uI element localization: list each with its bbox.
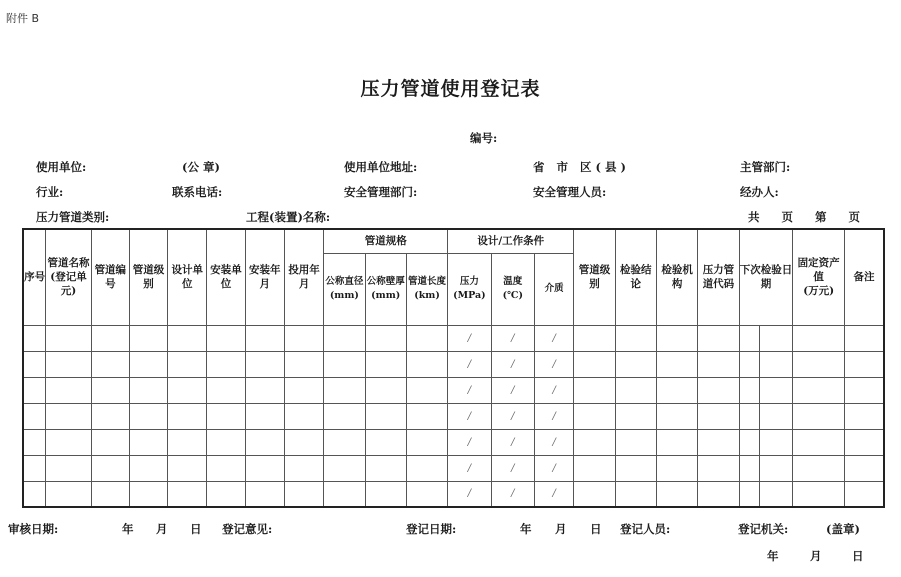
table-cell <box>656 455 697 481</box>
table-cell <box>91 351 129 377</box>
table-cell <box>615 455 656 481</box>
table-cell <box>91 429 129 455</box>
pipe-length-unit: (km) <box>414 290 440 301</box>
table-cell <box>406 429 447 455</box>
col-next-inspection-date: 下次检验日期 <box>739 229 793 325</box>
table-cell <box>760 429 793 455</box>
table-cell <box>698 351 739 377</box>
registrar-label: 登记人员: <box>620 522 671 536</box>
authority-month: 月 <box>810 549 822 563</box>
col-temperature <box>491 253 534 325</box>
col-medium: 介质 <box>535 253 574 325</box>
table-cell <box>406 455 447 481</box>
table-cell <box>46 351 91 377</box>
table-cell <box>23 481 46 507</box>
slash-mark: / <box>467 384 472 396</box>
nominal-diameter-unit: (mm) <box>329 290 359 301</box>
table-cell <box>245 377 284 403</box>
safety-person-label: 安全管理人员: <box>533 185 607 199</box>
table-cell <box>615 325 656 351</box>
table-cell <box>845 351 885 377</box>
table-cell <box>615 351 656 377</box>
reg-month: 月 <box>555 522 567 536</box>
review-day: 日 <box>190 522 202 536</box>
col-install-date: 安装年月 <box>245 229 284 325</box>
table-cell <box>23 325 46 351</box>
table-cell <box>448 481 491 507</box>
table-cell <box>365 481 406 507</box>
table-cell <box>656 377 697 403</box>
table-cell <box>23 455 46 481</box>
table-cell <box>324 351 365 377</box>
table-cell <box>845 377 885 403</box>
table-cell <box>23 403 46 429</box>
table-cell <box>168 351 207 377</box>
table-cell <box>491 351 534 377</box>
table-cell <box>406 325 447 351</box>
table-cell <box>760 481 793 507</box>
table-cell <box>574 377 615 403</box>
col-nominal-diameter <box>324 253 365 325</box>
table-cell <box>284 429 323 455</box>
slash-mark: / <box>552 436 556 448</box>
table-cell <box>574 351 615 377</box>
slash-mark: / <box>467 358 472 370</box>
col-pipe-length <box>406 253 447 325</box>
table-cell <box>23 351 46 377</box>
col-design-unit: 设计单位 <box>168 229 207 325</box>
table-row <box>23 481 884 507</box>
attachment-label: 附件 B <box>6 12 40 25</box>
phone-label: 联系电话: <box>172 185 223 199</box>
group-pipe-spec: 管道规格 <box>324 229 448 253</box>
table-cell <box>739 429 760 455</box>
table-cell <box>760 377 793 403</box>
table-cell <box>793 377 845 403</box>
table-cell <box>91 455 129 481</box>
table-cell <box>207 481 245 507</box>
table-cell <box>448 455 491 481</box>
serial-number-label: 编号: <box>470 131 498 145</box>
table-cell <box>739 325 760 351</box>
table-cell <box>535 377 574 403</box>
table-cell <box>365 351 406 377</box>
form-title: 压力管道使用登记表 <box>360 78 541 100</box>
registration-table <box>22 228 885 508</box>
table-cell <box>129 481 167 507</box>
table-cell <box>760 351 793 377</box>
table-cell <box>448 351 491 377</box>
nominal-wall-label: 公称壁厚 <box>366 276 405 287</box>
table-cell <box>129 429 167 455</box>
slash-mark: / <box>511 384 515 396</box>
table-cell <box>168 325 207 351</box>
table-cell <box>535 351 574 377</box>
authority-year: 年 <box>767 549 779 563</box>
province-city-district-label: 省 市 区(县) <box>533 160 630 174</box>
reg-authority-label: 登记机关: <box>738 522 789 536</box>
table-cell <box>845 403 885 429</box>
slash-mark: / <box>552 410 556 422</box>
table-cell <box>245 455 284 481</box>
col-pressure-pipe-code: 压力管道代码 <box>698 229 739 325</box>
fixed-asset-label: 固定资产值 <box>797 257 840 284</box>
col-pressure <box>448 253 491 325</box>
table-cell <box>324 429 365 455</box>
table-cell <box>448 377 491 403</box>
table-cell <box>284 455 323 481</box>
handler-label: 经办人: <box>740 185 779 199</box>
table-cell <box>324 403 365 429</box>
page-count-label: 共 页 第 页 <box>748 210 870 224</box>
slash-mark: / <box>511 488 515 500</box>
table-cell <box>739 455 760 481</box>
table-cell <box>46 481 91 507</box>
table-cell <box>207 429 245 455</box>
slash-mark: / <box>467 462 472 474</box>
table-cell <box>448 325 491 351</box>
table-cell <box>365 429 406 455</box>
table-cell <box>793 481 845 507</box>
table-cell <box>207 351 245 377</box>
temperature-unit: (℃) <box>502 290 523 301</box>
pressure-label: 压力 <box>459 276 479 287</box>
slash-mark: / <box>552 462 556 474</box>
table-cell <box>406 403 447 429</box>
table-cell <box>245 325 284 351</box>
table-cell <box>845 429 885 455</box>
table-cell <box>491 325 534 351</box>
nominal-wall-unit: (mm) <box>371 290 401 301</box>
col-pipe-name: 管道名称(登记单元) <box>46 229 91 325</box>
opinion-label: 登记意见: <box>222 522 273 536</box>
table-cell <box>793 325 845 351</box>
table-cell <box>535 481 574 507</box>
table-body <box>23 325 884 507</box>
table-cell <box>46 403 91 429</box>
col-install-unit: 安装单位 <box>207 229 245 325</box>
table-cell <box>129 377 167 403</box>
table-row <box>23 429 884 455</box>
table-cell <box>245 429 284 455</box>
slash-mark: / <box>511 462 515 474</box>
table-cell <box>739 403 760 429</box>
table-cell <box>23 429 46 455</box>
table-cell <box>284 351 323 377</box>
project-name-label: 工程(装置)名称: <box>246 210 331 224</box>
slash-mark: / <box>552 332 556 344</box>
pipe-category-label: 压力管道类别: <box>36 210 110 224</box>
table-cell <box>46 429 91 455</box>
table-cell <box>739 351 760 377</box>
table-cell <box>698 377 739 403</box>
table-cell <box>129 403 167 429</box>
table-cell <box>656 429 697 455</box>
table-cell <box>448 429 491 455</box>
table-cell <box>46 325 91 351</box>
col-pipe-grade: 管道级别 <box>129 229 167 325</box>
authority-day: 日 <box>852 549 864 563</box>
table-cell <box>168 377 207 403</box>
reg-date-label: 登记日期: <box>406 522 457 536</box>
group-design-conditions: 设计/工作条件 <box>448 229 574 253</box>
table-cell <box>284 325 323 351</box>
table-cell <box>168 429 207 455</box>
table-cell <box>207 325 245 351</box>
slash-mark: / <box>511 332 515 344</box>
table-cell <box>284 377 323 403</box>
table-cell <box>284 403 323 429</box>
table-cell <box>129 325 167 351</box>
table-cell <box>615 481 656 507</box>
table-cell <box>365 455 406 481</box>
table-cell <box>793 455 845 481</box>
table-cell <box>284 481 323 507</box>
slash-mark: / <box>511 410 515 422</box>
table-cell <box>46 455 91 481</box>
review-year: 年 <box>122 522 134 536</box>
table-cell <box>491 455 534 481</box>
reg-day: 日 <box>590 522 602 536</box>
col-inspection-result: 检验结论 <box>615 229 656 325</box>
user-unit-label: 使用单位: <box>36 160 87 174</box>
col-pipe-grade-2: 管道级别 <box>574 229 615 325</box>
table-cell <box>168 481 207 507</box>
competent-dept-label: 主管部门: <box>740 160 791 174</box>
table-cell <box>168 403 207 429</box>
table-row <box>23 351 884 377</box>
table-cell <box>491 377 534 403</box>
table-cell <box>845 455 885 481</box>
col-inspection-org: 检验机构 <box>656 229 697 325</box>
industry-label: 行业: <box>36 185 64 199</box>
table-row <box>23 325 884 351</box>
table-row <box>23 377 884 403</box>
table-cell <box>245 481 284 507</box>
table-cell <box>207 455 245 481</box>
safety-dept-label: 安全管理部门: <box>344 185 418 199</box>
table-cell <box>23 377 46 403</box>
table-cell <box>615 403 656 429</box>
pipe-length-label: 管道长度 <box>408 276 447 287</box>
table-cell <box>535 403 574 429</box>
table-cell <box>698 325 739 351</box>
table-cell <box>91 481 129 507</box>
table-cell <box>574 429 615 455</box>
seal-label: (公 章) <box>182 160 220 174</box>
table-cell <box>406 351 447 377</box>
slash-mark: / <box>552 488 556 500</box>
table-cell <box>491 481 534 507</box>
table-cell <box>207 403 245 429</box>
table-cell <box>698 429 739 455</box>
table-cell <box>168 455 207 481</box>
slash-mark: / <box>552 358 556 370</box>
table-cell <box>656 325 697 351</box>
table-cell <box>535 429 574 455</box>
table-cell <box>91 403 129 429</box>
table-cell <box>574 403 615 429</box>
table-cell <box>656 481 697 507</box>
col-remarks: 备注 <box>845 229 885 325</box>
slash-mark: / <box>511 358 515 370</box>
table-cell <box>365 325 406 351</box>
table-cell <box>845 481 885 507</box>
table-cell <box>207 377 245 403</box>
table-cell <box>739 377 760 403</box>
col-pipe-no: 管道编号 <box>91 229 129 325</box>
table-cell <box>698 403 739 429</box>
table-cell <box>793 403 845 429</box>
table-cell <box>698 455 739 481</box>
seal-stamp-label: (盖章) <box>826 522 860 536</box>
review-month: 月 <box>156 522 168 536</box>
table-cell <box>245 403 284 429</box>
table-cell <box>91 325 129 351</box>
col-seq: 序号 <box>23 229 46 325</box>
table-cell <box>656 403 697 429</box>
col-fixed-asset <box>793 229 845 325</box>
table-cell <box>324 481 365 507</box>
table-cell <box>574 455 615 481</box>
table-cell <box>129 351 167 377</box>
review-date-label: 审核日期: <box>8 522 59 536</box>
table-cell <box>615 429 656 455</box>
reg-year: 年 <box>520 522 532 536</box>
table-cell <box>793 351 845 377</box>
slash-mark: / <box>467 436 472 448</box>
temperature-label: 温度 <box>503 276 523 287</box>
slash-mark: / <box>467 410 472 422</box>
table-cell <box>793 429 845 455</box>
table-cell <box>491 403 534 429</box>
table-cell <box>91 377 129 403</box>
slash-mark: / <box>511 436 515 448</box>
table-cell <box>760 403 793 429</box>
table-cell <box>574 481 615 507</box>
nominal-diameter-label: 公称直径 <box>325 276 364 287</box>
table-cell <box>491 429 534 455</box>
table-cell <box>615 377 656 403</box>
table-cell <box>324 377 365 403</box>
table-row <box>23 403 884 429</box>
table-cell <box>365 377 406 403</box>
pressure-unit: (MPa) <box>453 290 486 301</box>
table-cell <box>365 403 406 429</box>
slash-mark: / <box>467 488 472 500</box>
table-cell <box>574 325 615 351</box>
table-cell <box>535 455 574 481</box>
table-cell <box>245 351 284 377</box>
col-use-date: 投用年月 <box>284 229 323 325</box>
table-cell <box>760 455 793 481</box>
user-address-label: 使用单位地址: <box>344 160 418 174</box>
slash-mark: / <box>552 384 556 396</box>
table-cell <box>46 377 91 403</box>
table-cell <box>739 481 760 507</box>
table-cell <box>129 455 167 481</box>
table-cell <box>698 481 739 507</box>
table-cell <box>845 325 885 351</box>
table-cell <box>656 351 697 377</box>
table-row <box>23 455 884 481</box>
table-cell <box>324 325 365 351</box>
col-nominal-wall <box>365 253 406 325</box>
table-cell <box>760 325 793 351</box>
table-cell <box>324 455 365 481</box>
table-cell <box>448 403 491 429</box>
slash-mark: / <box>467 332 472 344</box>
table-cell <box>406 377 447 403</box>
table-cell <box>406 481 447 507</box>
table-cell <box>535 325 574 351</box>
fixed-asset-unit: (万元) <box>803 285 835 298</box>
